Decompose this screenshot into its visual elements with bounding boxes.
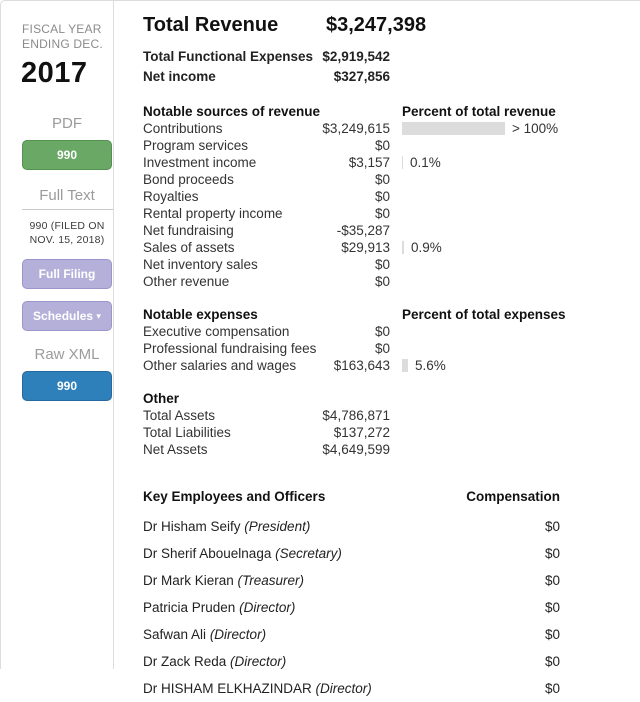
- revenue-row-label: Investment income: [143, 155, 257, 170]
- percent-text: 5.6%: [415, 358, 446, 373]
- revenue-row-value: $0: [374, 274, 390, 289]
- revenue-row-value: $0: [374, 189, 390, 204]
- revenue-row: [143, 222, 640, 239]
- total-revenue-label: Total Revenue: [143, 14, 279, 36]
- revenue-row: [143, 188, 640, 205]
- employee-name-text: Dr Sherif Abouelnaga: [143, 546, 272, 561]
- expense-row: [143, 323, 640, 340]
- full-text-divider: [22, 209, 113, 210]
- employee-role: (Director): [230, 654, 287, 669]
- expense-row-label: Professional fundraising fees: [143, 341, 317, 356]
- schedules-dropdown-button[interactable]: [22, 301, 112, 331]
- other-section: [143, 390, 640, 458]
- revenue-row-value: $0: [374, 257, 390, 272]
- employee-name: [143, 594, 295, 621]
- revenue-row: [143, 171, 640, 188]
- fiscal-year-label: FISCAL YEAR ENDING DEC.: [22, 22, 103, 51]
- other-row-value: $4,786,871: [322, 408, 390, 423]
- employee-row: [143, 540, 560, 567]
- employee-compensation: $0: [544, 573, 560, 588]
- employee-role: (Director): [239, 600, 296, 615]
- expense-row-label: Executive compensation: [143, 324, 290, 339]
- summary-row-label: Net income: [143, 69, 216, 84]
- employee-name-text: Dr Mark Kieran: [143, 573, 234, 588]
- revenue-row: [143, 154, 640, 171]
- expense-row-value: $163,643: [333, 358, 390, 373]
- revenue-row: [143, 205, 640, 222]
- employee-compensation: $0: [544, 681, 560, 696]
- other-row: [143, 441, 640, 458]
- expenses-section-title: Notable expenses: [143, 307, 258, 322]
- summary-row-value: $327,856: [333, 69, 390, 84]
- employee-row: [143, 594, 560, 621]
- percent-text: 0.9%: [411, 240, 442, 255]
- expenses-percent-title: Percent of total expenses: [402, 307, 566, 322]
- employee-compensation: $0: [544, 600, 560, 615]
- fiscal-year-sidebar: [1, 1, 114, 669]
- revenue-row-label: Other revenue: [143, 274, 230, 289]
- expense-row: [143, 340, 640, 357]
- revenue-row: [143, 137, 640, 154]
- other-row-label: Net Assets: [143, 442, 208, 457]
- revenue-row-value: $29,913: [341, 240, 390, 255]
- percent-bar: [402, 241, 404, 254]
- filed-note-line2: NOV. 15, 2018): [29, 234, 105, 246]
- full-filing-button[interactable]: Full Filing: [22, 259, 112, 289]
- schedules-label: Schedules: [33, 309, 94, 323]
- revenue-row-value: $3,249,615: [322, 121, 390, 136]
- percent-bar: [402, 156, 403, 169]
- revenue-row-label: Bond proceeds: [143, 172, 234, 187]
- percent-text: > 100%: [512, 121, 559, 136]
- caret-down-icon: ▾: [96, 311, 101, 321]
- key-employees-header: [143, 488, 560, 505]
- expenses-section-header: [143, 306, 640, 323]
- expense-row: [143, 357, 640, 374]
- pdf-990-button[interactable]: 990: [22, 140, 112, 170]
- revenue-row-label: Sales of assets: [143, 240, 235, 255]
- employee-compensation: $0: [544, 627, 560, 642]
- employee-row: [143, 621, 560, 648]
- summary-row: [143, 67, 390, 87]
- compensation-header: Compensation: [466, 489, 560, 504]
- revenue-row-value: $3,157: [348, 155, 390, 170]
- revenue-row-label: Rental property income: [143, 206, 283, 221]
- revenue-row-label: Net fundraising: [143, 223, 234, 238]
- percent-bar: [402, 122, 505, 135]
- revenue-row-label: Royalties: [143, 189, 199, 204]
- key-employees-section: [143, 488, 560, 702]
- total-revenue-line: [143, 14, 640, 37]
- employee-name: [143, 567, 304, 594]
- employee-compensation: $0: [544, 519, 560, 534]
- summary-row-label: Total Functional Expenses: [143, 49, 314, 64]
- employee-role: (Director): [315, 681, 372, 696]
- other-row-value: $137,272: [333, 425, 390, 440]
- employee-name-text: Dr Zack Reda: [143, 654, 227, 669]
- revenue-row-value: -$35,287: [336, 223, 390, 238]
- employee-role: (Director): [209, 627, 267, 642]
- total-revenue-value: $3,247,398: [326, 14, 427, 36]
- raw-xml-section-label: Raw XML: [34, 346, 100, 363]
- revenue-section: [143, 103, 640, 290]
- revenue-row-label: Contributions: [143, 121, 223, 136]
- employee-role: (Treasurer): [237, 573, 305, 588]
- expenses-section: [143, 306, 640, 374]
- employee-name-text: Dr Hisham Seify: [143, 519, 241, 534]
- revenue-section-header: [143, 103, 640, 120]
- filing-summary-main: [114, 1, 640, 696]
- revenue-row-value: $0: [374, 172, 390, 187]
- employee-name: [143, 540, 342, 567]
- raw-xml-990-button[interactable]: 990: [22, 371, 112, 401]
- revenue-row-label: Program services: [143, 138, 249, 153]
- revenue-row: [143, 256, 640, 273]
- employee-role: (Secretary): [275, 546, 342, 561]
- summary-row: [143, 47, 390, 67]
- other-row-label: Total Liabilities: [143, 425, 231, 440]
- other-row: [143, 424, 640, 441]
- employee-row: [143, 567, 560, 594]
- percent-bar: [402, 359, 408, 372]
- filed-note: [21, 219, 113, 247]
- revenue-percent-title: Percent of total revenue: [402, 104, 556, 119]
- key-employees-title: Key Employees and Officers: [143, 489, 326, 504]
- summary-table: [143, 47, 390, 87]
- employee-compensation: $0: [544, 546, 560, 561]
- other-row-label: Total Assets: [143, 408, 216, 423]
- pdf-section-label: PDF: [52, 115, 82, 132]
- employee-name-text: Safwan Ali: [143, 627, 207, 642]
- employee-row: [143, 675, 560, 702]
- employee-compensation: $0: [544, 654, 560, 669]
- employee-name: [143, 513, 310, 540]
- expense-row-value: $0: [374, 341, 390, 356]
- revenue-row: [143, 120, 640, 137]
- revenue-row-value: $0: [374, 206, 390, 221]
- percent-text: 0.1%: [410, 155, 441, 170]
- revenue-row: [143, 273, 640, 290]
- summary-row-value: $2,919,542: [322, 49, 390, 64]
- other-section-header: [143, 390, 640, 407]
- full-text-section-label: Full Text: [39, 187, 95, 204]
- employee-name: [143, 621, 266, 648]
- revenue-row: [143, 239, 640, 256]
- filed-note-line1: 990 (FILED ON: [29, 220, 105, 232]
- expense-row-label: Other salaries and wages: [143, 358, 297, 373]
- revenue-section-title: Notable sources of revenue: [143, 104, 321, 119]
- expense-row-value: $0: [374, 324, 390, 339]
- employee-row: [143, 513, 560, 540]
- employee-name-text: Dr HISHAM ELKHAZINDAR: [143, 681, 312, 696]
- revenue-row-label: Net inventory sales: [143, 257, 258, 272]
- employee-name-text: Patricia Pruden: [143, 600, 236, 615]
- employee-role: (President): [244, 519, 311, 534]
- fiscal-year-value: 2017: [21, 57, 88, 89]
- other-section-title: Other: [143, 391, 180, 406]
- other-row-value: $4,649,599: [322, 442, 390, 457]
- employee-name: [143, 648, 286, 675]
- other-row: [143, 407, 640, 424]
- employee-row: [143, 648, 560, 675]
- employee-name: [143, 675, 372, 702]
- revenue-row-value: $0: [374, 138, 390, 153]
